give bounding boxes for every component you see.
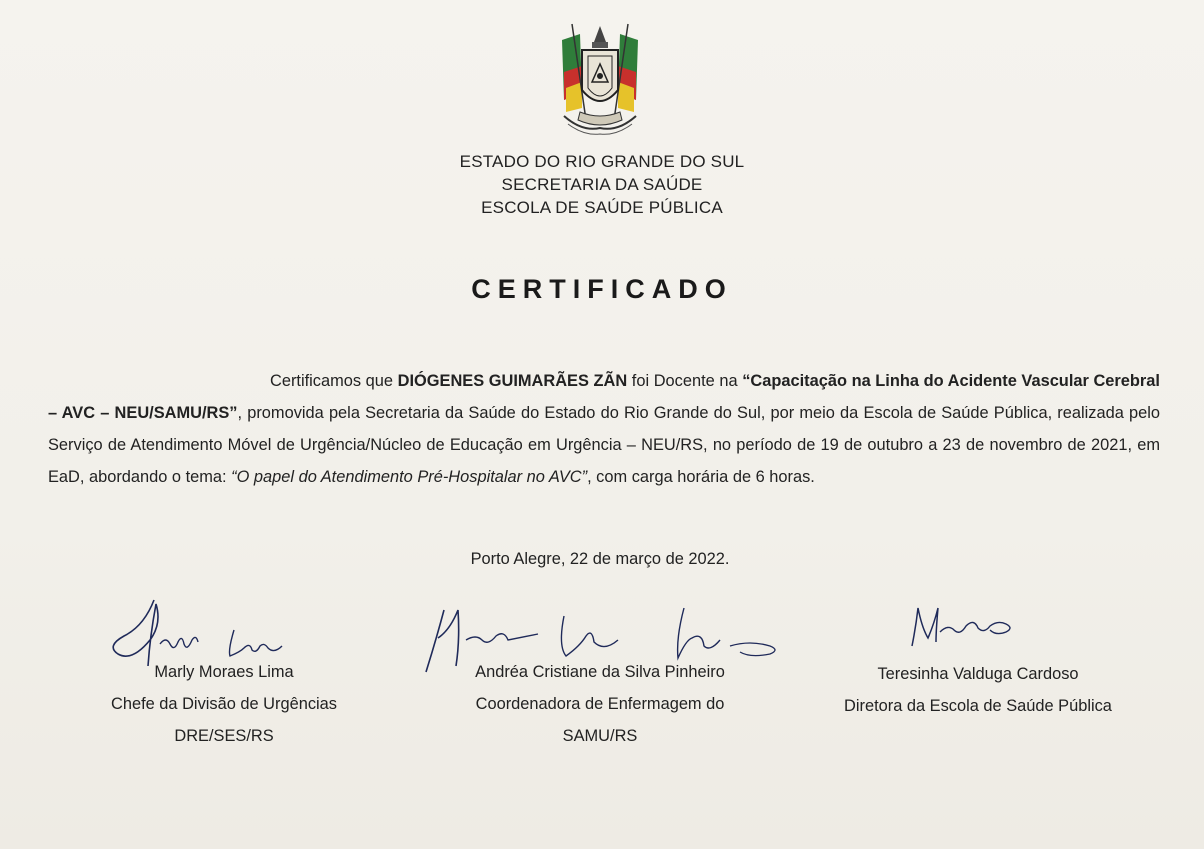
body-intro: Certificamos que [270,372,398,390]
recipient-name: DIÓGENES GUIMARÃES ZÃN [397,372,628,390]
signatory-block-3 [800,658,1156,722]
institution-header [0,150,1204,219]
course-name: “Capacitação na Linha do Acidente Vascular Cerebral – AVC – NEU/SAMU/RS” [48,372,1160,422]
signatory-role: Coordenadora de Enfermagem do [475,695,725,713]
signatory-name: Marly Moraes Lima [154,663,294,681]
course-theme: “O papel do Atendimento Pré-Hospitalar no AVC” [231,468,588,486]
signature-teresinha [900,602,1030,652]
signatory-name: Andréa Cristiane da Silva Pinheiro [475,663,725,681]
coat-of-arms-icon [552,20,648,140]
certificate-body [48,365,1160,493]
body-role: foi Docente na [627,372,743,390]
signatory-block-1 [74,656,374,752]
signatory-block-2 [430,656,770,752]
body-details: , promovida pela Secretaria da Saúde do Estado do Rio Grande do Sul, por meio da Escola de Saúde Pública, realizada pelo Serviço de Atendimento Móvel de Urgência/Núcleo de Educação em Urgência – NEU/RS, no período de 19 de outubro a 23 de novembro de 2021, em EaD, abordando o tema: [48,404,1160,486]
header-line-state: ESTADO DO RIO GRANDE DO SUL [459,152,745,171]
header-line-secretariat: SECRETARIA DA SAÚDE [501,175,703,194]
signatory-role-unit: DRE/SES/RS [174,727,274,745]
signatory-role: Chefe da Divisão de Urgências [111,695,337,713]
issue-date: Porto Alegre, 22 de março de 2022. [470,550,730,568]
header-line-school: ESCOLA DE SAÚDE PÚBLICA [481,198,723,217]
signatory-role-unit: SAMU/RS [562,727,638,745]
signatory-name: Teresinha Valduga Cardoso [877,665,1079,683]
certificate-title: CERTIFICADO [471,274,733,304]
body-workload: , com carga horária de 6 horas. [587,468,815,486]
signatory-role: Diretora da Escola de Saúde Pública [844,697,1112,715]
